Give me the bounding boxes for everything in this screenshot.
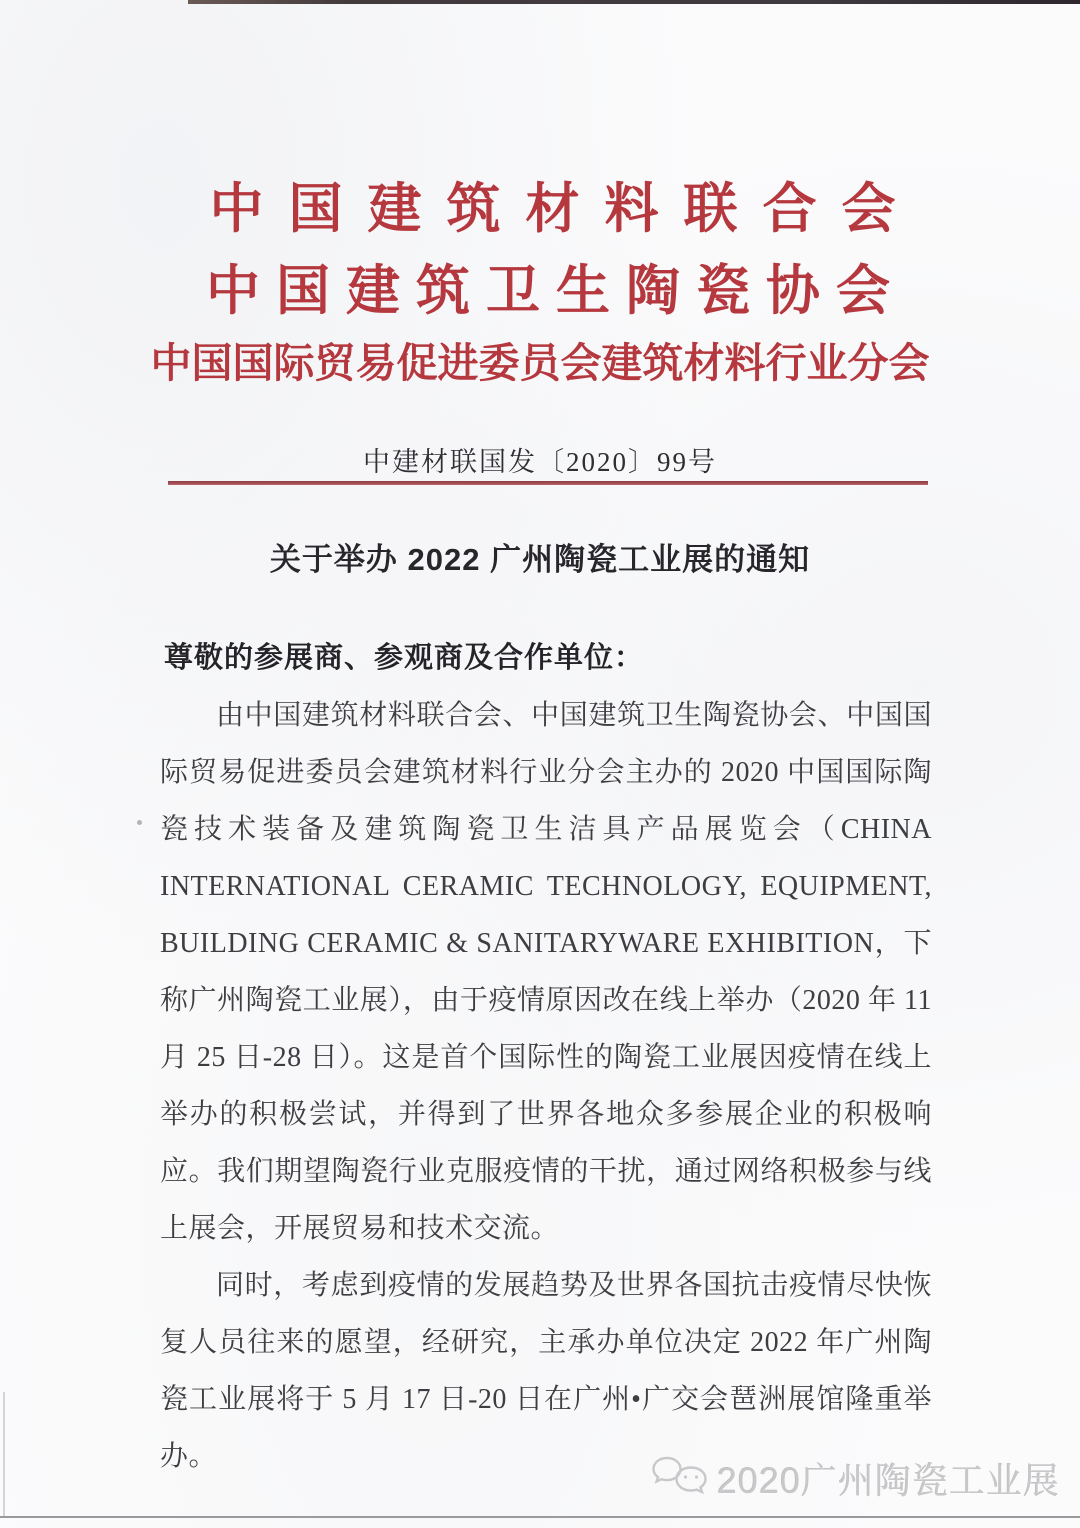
red-separator-rule <box>168 481 928 485</box>
body-paragraph-2: 同时，考虑到疫情的发展趋势及世界各国抗击疫情尽快恢复人员往来的愿望，经研究，主承办单位决定 2022 年广州陶瓷工业展将于 5 月 17 日-20 日在广州•广交会琶洲展馆隆重举办。 <box>160 1270 932 1472</box>
scan-left-edge-artifact <box>3 1392 5 1518</box>
notice-body <box>160 630 932 1485</box>
watermark-label: 2020广州陶瓷工业展 <box>716 1460 1060 1501</box>
notice-title: 关于举办 2022 广州陶瓷工业展的通知 <box>269 542 811 577</box>
scan-speck-artifact <box>137 820 142 825</box>
salutation: 尊敬的参展商、参观商及合作单位： <box>164 642 645 674</box>
org-name-line-2: 中国建筑卫生陶瓷协会 <box>206 261 906 321</box>
scan-top-edge-artifact <box>188 0 1080 4</box>
body-paragraph-1: 由中国建筑材料联合会、中国建筑卫生陶瓷协会、中国国际贸易促进委员会建筑材料行业分会主办的 2020 中国国际陶瓷技术装备及建筑陶瓷卫生洁具产品展览会（CHINA INTERNATIONAL CERAMIC TECHNOLOGY, EQUIPMENT, BUILDING CERAMIC & SANITARYWARE EXHIBITION，下称广州陶瓷工业展），由于疫情原因改在线上举办（2020 年 11 月 25 日-28 日）。这是首个国际性的陶瓷工业展因疫情在线上举办的积极尝试，并得到了世界各地众多参展企业的积极响应。我们期望陶瓷行业克服疫情的干扰，通过网络积极参与线上展会，开展贸易和技术交流。 <box>160 700 932 1244</box>
org-name-line-1: 中国建筑材料联合会 <box>209 179 921 239</box>
scan-bottom-edge-artifact <box>0 1516 1080 1518</box>
wechat-icon <box>651 1453 709 1504</box>
watermark <box>651 1453 1060 1504</box>
document-number: 中建材联国发〔2020〕99号 <box>363 447 717 477</box>
org-name-line-3: 中国国际贸易促进委员会建筑材料行业分会 <box>150 340 930 386</box>
